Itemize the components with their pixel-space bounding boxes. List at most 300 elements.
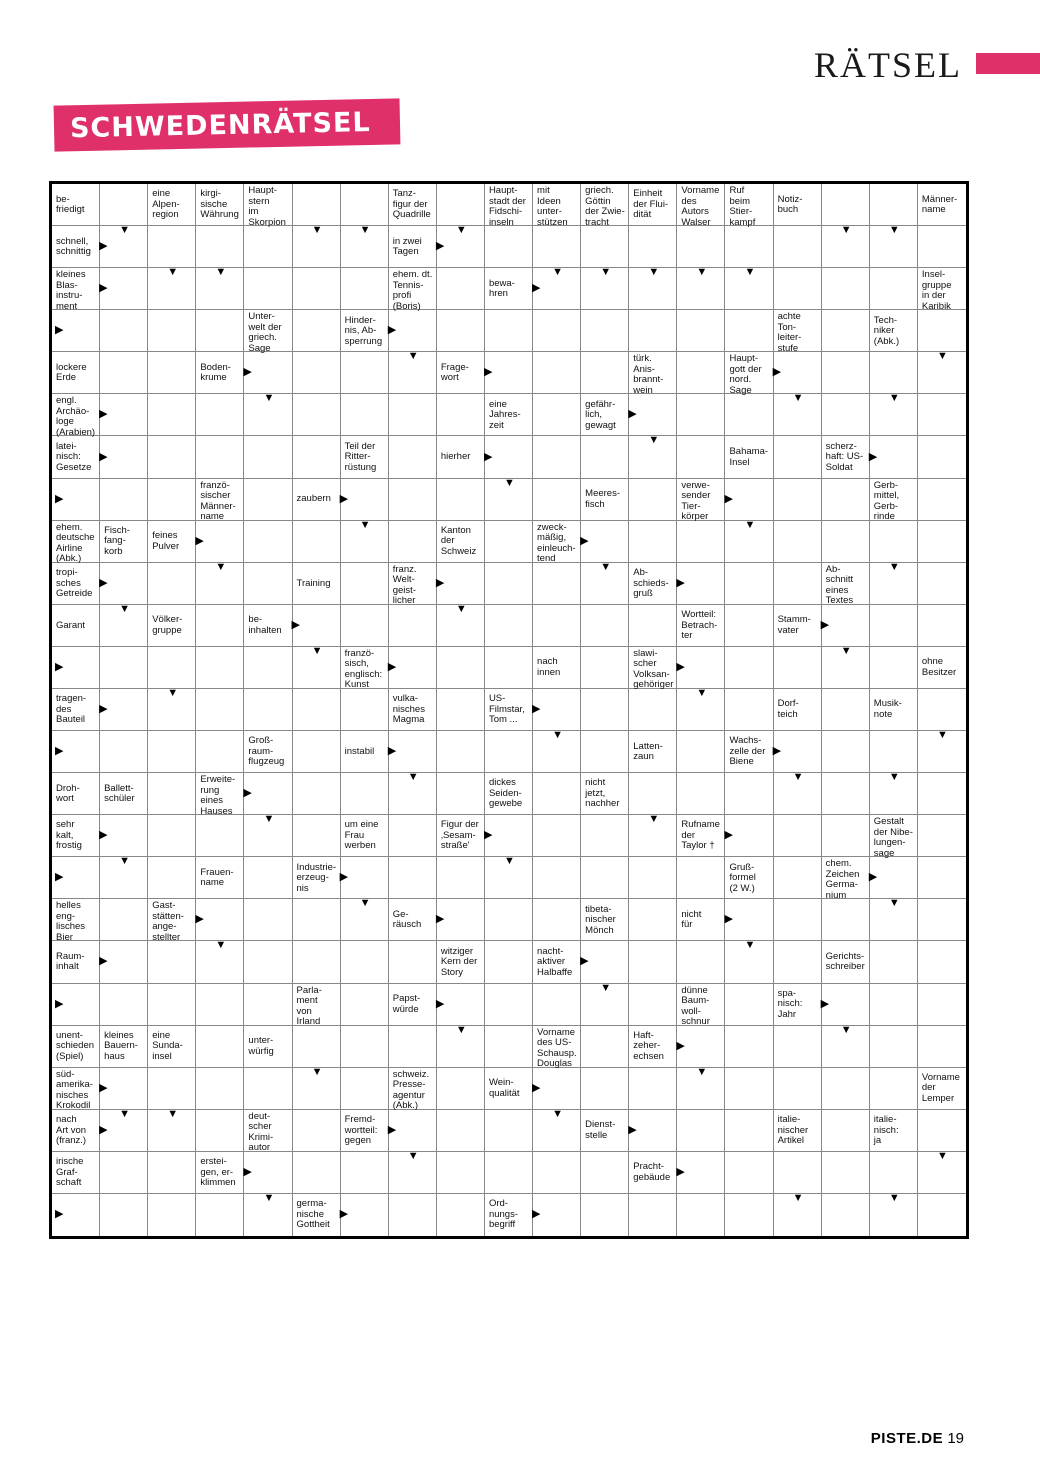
- answer-cell[interactable]: [100, 310, 148, 352]
- answer-cell[interactable]: [293, 268, 341, 310]
- answer-cell[interactable]: [822, 184, 870, 226]
- answer-cell[interactable]: [629, 479, 677, 521]
- arrow-right-icon: ▶: [676, 1165, 685, 1178]
- answer-cell[interactable]: [293, 731, 341, 773]
- answer-cell[interactable]: [148, 815, 196, 857]
- answer-cell[interactable]: [148, 984, 196, 1026]
- answer-cell[interactable]: [485, 984, 533, 1026]
- arrow-down-icon: ▼: [263, 392, 275, 405]
- answer-cell[interactable]: [918, 689, 966, 731]
- answer-cell[interactable]: [725, 1110, 773, 1152]
- answer-cell[interactable]: [822, 1152, 870, 1194]
- answer-cell[interactable]: [148, 1152, 196, 1194]
- arrow-down-icon: ▼: [600, 266, 612, 279]
- answer-cell[interactable]: [437, 394, 485, 436]
- answer-cell[interactable]: [774, 268, 822, 310]
- answer-cell[interactable]: [677, 731, 725, 773]
- answer-cell[interactable]: [918, 563, 966, 605]
- answer-cell[interactable]: [437, 479, 485, 521]
- answer-cell[interactable]: [918, 773, 966, 815]
- answer-cell[interactable]: [196, 1068, 244, 1110]
- answer-cell[interactable]: [918, 1110, 966, 1152]
- answer-cell[interactable]: [485, 226, 533, 268]
- answer-cell[interactable]: [581, 436, 629, 478]
- answer-cell[interactable]: [148, 479, 196, 521]
- answer-cell[interactable]: [437, 647, 485, 689]
- answer-cell[interactable]: [100, 1152, 148, 1194]
- answer-cell[interactable]: [196, 436, 244, 478]
- answer-cell[interactable]: [774, 479, 822, 521]
- answer-cell[interactable]: [244, 268, 292, 310]
- answer-cell[interactable]: [437, 1110, 485, 1152]
- answer-cell[interactable]: [244, 899, 292, 941]
- answer-cell[interactable]: [437, 731, 485, 773]
- answer-cell[interactable]: [148, 941, 196, 983]
- answer-cell[interactable]: [629, 689, 677, 731]
- answer-cell[interactable]: [629, 941, 677, 983]
- answer-cell[interactable]: [774, 563, 822, 605]
- answer-cell[interactable]: [774, 1152, 822, 1194]
- clue-cell: [725, 731, 773, 773]
- answer-cell[interactable]: [918, 899, 966, 941]
- answer-cell[interactable]: [341, 394, 389, 436]
- answer-cell[interactable]: [533, 479, 581, 521]
- answer-cell[interactable]: [725, 1068, 773, 1110]
- answer-cell[interactable]: [293, 352, 341, 394]
- answer-cell[interactable]: [918, 941, 966, 983]
- answer-cell[interactable]: [100, 479, 148, 521]
- answer-cell[interactable]: [485, 310, 533, 352]
- answer-cell[interactable]: [629, 984, 677, 1026]
- answer-cell[interactable]: [293, 941, 341, 983]
- answer-cell[interactable]: [581, 815, 629, 857]
- answer-cell[interactable]: [774, 1026, 822, 1068]
- answer-cell[interactable]: [437, 857, 485, 899]
- clue-text: Stamm- vater: [777, 614, 811, 636]
- answer-cell[interactable]: [293, 815, 341, 857]
- header-accent-bar: [976, 53, 1040, 74]
- answer-cell[interactable]: [581, 226, 629, 268]
- answer-cell[interactable]: [725, 563, 773, 605]
- answer-cell[interactable]: [244, 521, 292, 563]
- answer-cell[interactable]: [533, 226, 581, 268]
- answer-cell[interactable]: [725, 394, 773, 436]
- answer-cell[interactable]: [533, 436, 581, 478]
- answer-cell[interactable]: [581, 1152, 629, 1194]
- answer-cell[interactable]: [581, 1068, 629, 1110]
- answer-cell[interactable]: [100, 1194, 148, 1236]
- answer-cell[interactable]: [918, 479, 966, 521]
- answer-cell[interactable]: [341, 984, 389, 1026]
- answer-cell[interactable]: [341, 1068, 389, 1110]
- answer-cell[interactable]: [196, 689, 244, 731]
- section-label-banner: [54, 98, 401, 151]
- clue-text: US- Filmstar, Tom ...: [488, 693, 525, 726]
- answer-cell[interactable]: [533, 815, 581, 857]
- answer-cell[interactable]: [485, 563, 533, 605]
- answer-cell[interactable]: [774, 647, 822, 689]
- answer-cell[interactable]: [629, 310, 677, 352]
- answer-cell[interactable]: [725, 226, 773, 268]
- answer-cell[interactable]: [389, 394, 437, 436]
- answer-cell[interactable]: [822, 899, 870, 941]
- answer-cell[interactable]: [870, 605, 918, 647]
- answer-cell[interactable]: [244, 984, 292, 1026]
- answer-cell[interactable]: [196, 731, 244, 773]
- answer-cell[interactable]: [485, 941, 533, 983]
- answer-cell[interactable]: [870, 1026, 918, 1068]
- clue-cell: [389, 184, 437, 226]
- arrow-down-icon: ▼: [359, 518, 371, 531]
- clue-text: mit Ideen unter- stützen: [537, 185, 568, 228]
- clue-cell: [581, 394, 629, 436]
- answer-cell[interactable]: [437, 1194, 485, 1236]
- clue-cell: [437, 521, 485, 563]
- answer-cell[interactable]: [341, 605, 389, 647]
- answer-cell[interactable]: [677, 941, 725, 983]
- answer-cell[interactable]: [100, 984, 148, 1026]
- answer-cell[interactable]: [196, 815, 244, 857]
- answer-cell[interactable]: [629, 1194, 677, 1236]
- answer-cell[interactable]: [148, 436, 196, 478]
- arrow-right-icon: ▶: [339, 1207, 349, 1220]
- answer-cell[interactable]: [677, 352, 725, 394]
- answer-cell[interactable]: [822, 394, 870, 436]
- clue-cell: [774, 605, 822, 647]
- answer-cell[interactable]: [196, 310, 244, 352]
- answer-cell[interactable]: [918, 984, 966, 1026]
- answer-cell[interactable]: [293, 394, 341, 436]
- answer-cell[interactable]: [581, 731, 629, 773]
- clue-text: Frauen- name: [200, 866, 234, 889]
- answer-cell[interactable]: [774, 857, 822, 899]
- answer-cell[interactable]: [244, 689, 292, 731]
- answer-cell[interactable]: [870, 1068, 918, 1110]
- answer-cell[interactable]: [389, 605, 437, 647]
- answer-cell[interactable]: [389, 857, 437, 899]
- answer-cell[interactable]: [437, 268, 485, 310]
- clue-cell: [389, 563, 437, 605]
- arrow-right-icon: ▶: [243, 366, 252, 379]
- answer-cell[interactable]: [341, 1152, 389, 1194]
- answer-cell[interactable]: [774, 941, 822, 983]
- answer-cell[interactable]: [822, 689, 870, 731]
- answer-cell[interactable]: [341, 268, 389, 310]
- answer-cell[interactable]: [148, 1068, 196, 1110]
- answer-cell[interactable]: [341, 1026, 389, 1068]
- answer-cell[interactable]: [629, 521, 677, 563]
- answer-cell[interactable]: [870, 984, 918, 1026]
- answer-cell[interactable]: [293, 1110, 341, 1152]
- answer-cell[interactable]: [485, 1152, 533, 1194]
- answer-cell[interactable]: [725, 984, 773, 1026]
- answer-cell[interactable]: [485, 605, 533, 647]
- clue-text: Droh- wort: [56, 782, 80, 805]
- answer-cell[interactable]: [100, 731, 148, 773]
- answer-cell[interactable]: [341, 563, 389, 605]
- answer-cell[interactable]: [725, 1026, 773, 1068]
- answer-cell[interactable]: [437, 1068, 485, 1110]
- clue-cell: [244, 605, 292, 647]
- answer-cell[interactable]: [822, 310, 870, 352]
- answer-cell[interactable]: [293, 436, 341, 478]
- answer-cell[interactable]: [293, 1026, 341, 1068]
- answer-cell[interactable]: [725, 1194, 773, 1236]
- answer-cell[interactable]: [533, 1152, 581, 1194]
- answer-cell[interactable]: [244, 857, 292, 899]
- answer-cell[interactable]: [293, 184, 341, 226]
- answer-cell[interactable]: [822, 815, 870, 857]
- answer-cell[interactable]: [196, 984, 244, 1026]
- clue-cell: [341, 436, 389, 478]
- answer-cell[interactable]: [148, 394, 196, 436]
- answer-cell[interactable]: [533, 605, 581, 647]
- answer-cell[interactable]: [677, 521, 725, 563]
- answer-cell[interactable]: [485, 1110, 533, 1152]
- answer-cell[interactable]: [196, 605, 244, 647]
- clue-cell: [100, 773, 148, 815]
- answer-cell[interactable]: [389, 1194, 437, 1236]
- answer-cell[interactable]: [822, 773, 870, 815]
- answer-cell[interactable]: [244, 436, 292, 478]
- answer-cell[interactable]: [100, 647, 148, 689]
- answer-cell[interactable]: [629, 1068, 677, 1110]
- answer-cell[interactable]: [629, 899, 677, 941]
- answer-cell[interactable]: [485, 647, 533, 689]
- answer-cell[interactable]: [774, 1068, 822, 1110]
- clue-cell: [52, 352, 100, 394]
- answer-cell[interactable]: [437, 1152, 485, 1194]
- answer-cell[interactable]: [725, 647, 773, 689]
- answer-cell[interactable]: [918, 1026, 966, 1068]
- answer-cell[interactable]: [389, 941, 437, 983]
- answer-cell[interactable]: [918, 394, 966, 436]
- answer-cell[interactable]: [389, 479, 437, 521]
- answer-cell[interactable]: [196, 1194, 244, 1236]
- answer-cell[interactable]: [677, 436, 725, 478]
- answer-cell[interactable]: [293, 1152, 341, 1194]
- answer-cell[interactable]: [677, 1110, 725, 1152]
- answer-cell[interactable]: [196, 226, 244, 268]
- answer-cell[interactable]: [244, 941, 292, 983]
- answer-cell[interactable]: [581, 1194, 629, 1236]
- answer-cell[interactable]: [389, 521, 437, 563]
- answer-cell[interactable]: [533, 310, 581, 352]
- answer-cell[interactable]: [244, 479, 292, 521]
- answer-cell[interactable]: [148, 310, 196, 352]
- answer-cell[interactable]: [629, 773, 677, 815]
- clue-cell: [822, 436, 870, 478]
- answer-cell[interactable]: [533, 899, 581, 941]
- answer-cell[interactable]: [870, 1152, 918, 1194]
- answer-cell[interactable]: [774, 899, 822, 941]
- answer-cell[interactable]: [918, 310, 966, 352]
- answer-cell[interactable]: [870, 731, 918, 773]
- answer-cell[interactable]: [389, 1026, 437, 1068]
- answer-cell[interactable]: [196, 394, 244, 436]
- answer-cell[interactable]: [870, 352, 918, 394]
- answer-cell[interactable]: [918, 1194, 966, 1236]
- answer-cell[interactable]: [774, 436, 822, 478]
- clue-cell: [485, 394, 533, 436]
- answer-cell[interactable]: [293, 689, 341, 731]
- clue-cell: [870, 689, 918, 731]
- clue-text: Latten- zaun: [633, 740, 663, 763]
- answer-cell[interactable]: [244, 1068, 292, 1110]
- answer-cell[interactable]: [196, 1026, 244, 1068]
- answer-cell[interactable]: [822, 268, 870, 310]
- arrow-down-icon: ▼: [119, 1107, 131, 1120]
- answer-cell[interactable]: [581, 647, 629, 689]
- clue-cell: [52, 521, 100, 563]
- answer-cell[interactable]: [774, 815, 822, 857]
- clue-cell: [52, 941, 100, 983]
- answer-cell[interactable]: [148, 563, 196, 605]
- answer-cell[interactable]: [822, 731, 870, 773]
- answer-cell[interactable]: [581, 352, 629, 394]
- answer-cell[interactable]: [725, 605, 773, 647]
- answer-cell[interactable]: [677, 310, 725, 352]
- answer-cell[interactable]: [677, 1194, 725, 1236]
- answer-cell[interactable]: [774, 521, 822, 563]
- answer-cell[interactable]: [870, 268, 918, 310]
- answer-cell[interactable]: [293, 773, 341, 815]
- answer-cell[interactable]: [485, 1026, 533, 1068]
- answer-cell[interactable]: [148, 731, 196, 773]
- answer-cell[interactable]: [244, 647, 292, 689]
- answer-cell[interactable]: [822, 1194, 870, 1236]
- answer-cell[interactable]: [870, 184, 918, 226]
- answer-cell[interactable]: [244, 226, 292, 268]
- answer-cell[interactable]: [581, 605, 629, 647]
- answer-cell[interactable]: [918, 857, 966, 899]
- answer-cell[interactable]: [293, 899, 341, 941]
- answer-cell[interactable]: [581, 689, 629, 731]
- clue-cell: [677, 479, 725, 521]
- answer-cell[interactable]: [533, 984, 581, 1026]
- clue-text: ohne Besitzer: [921, 656, 957, 678]
- answer-cell[interactable]: [629, 857, 677, 899]
- answer-cell[interactable]: [100, 352, 148, 394]
- clue-cell: [389, 899, 437, 941]
- answer-cell[interactable]: [100, 184, 148, 226]
- answer-cell[interactable]: [725, 689, 773, 731]
- clue-cell: [52, 815, 100, 857]
- answer-cell[interactable]: [341, 184, 389, 226]
- clue-cell: [52, 689, 100, 731]
- answer-cell[interactable]: [533, 857, 581, 899]
- clue-cell: [485, 689, 533, 731]
- answer-cell[interactable]: [725, 310, 773, 352]
- answer-cell[interactable]: [293, 521, 341, 563]
- clue-cell: [533, 647, 581, 689]
- answer-cell[interactable]: [341, 689, 389, 731]
- clue-text: Unter- welt der griech. Sage: [248, 311, 282, 354]
- answer-cell[interactable]: [774, 226, 822, 268]
- answer-cell[interactable]: [725, 773, 773, 815]
- arrow-down-icon: ▼: [552, 729, 563, 742]
- answer-cell[interactable]: [677, 226, 725, 268]
- answer-cell[interactable]: [485, 521, 533, 563]
- answer-cell[interactable]: [822, 352, 870, 394]
- answer-cell[interactable]: [822, 1110, 870, 1152]
- answer-cell[interactable]: [485, 899, 533, 941]
- answer-cell[interactable]: [533, 394, 581, 436]
- arrow-right-icon: ▶: [387, 324, 397, 337]
- answer-cell[interactable]: [629, 226, 677, 268]
- clue-cell: [52, 268, 100, 310]
- answer-cell[interactable]: [148, 773, 196, 815]
- answer-cell[interactable]: [822, 1068, 870, 1110]
- answer-cell[interactable]: [581, 310, 629, 352]
- clue-text: Völker- gruppe: [152, 614, 183, 636]
- answer-cell[interactable]: [293, 310, 341, 352]
- answer-cell[interactable]: [148, 1194, 196, 1236]
- answer-cell[interactable]: [677, 394, 725, 436]
- answer-cell[interactable]: [822, 479, 870, 521]
- answer-cell[interactable]: [918, 226, 966, 268]
- answer-cell[interactable]: [437, 773, 485, 815]
- arrow-right-icon: ▶: [532, 703, 541, 715]
- answer-cell[interactable]: [629, 605, 677, 647]
- arrow-down-icon: ▼: [888, 771, 900, 784]
- clue-text: in zwei Tagen: [392, 235, 422, 258]
- answer-cell[interactable]: [148, 226, 196, 268]
- answer-cell[interactable]: [389, 436, 437, 478]
- clue-text: Figur der ‚Sesam- straße': [440, 819, 479, 852]
- answer-cell[interactable]: [918, 521, 966, 563]
- answer-cell[interactable]: [870, 647, 918, 689]
- answer-cell[interactable]: [725, 1152, 773, 1194]
- answer-cell[interactable]: [822, 521, 870, 563]
- clue-cell: [341, 731, 389, 773]
- answer-cell[interactable]: [870, 941, 918, 983]
- answer-cell[interactable]: [389, 815, 437, 857]
- arrow-right-icon: ▶: [55, 745, 64, 758]
- answer-cell[interactable]: [677, 773, 725, 815]
- arrow-right-icon: ▶: [532, 282, 541, 295]
- answer-cell[interactable]: [341, 941, 389, 983]
- arrow-down-icon: ▼: [311, 1065, 323, 1078]
- arrow-down-icon: ▼: [167, 1107, 179, 1120]
- answer-cell[interactable]: [918, 436, 966, 478]
- arrow-down-icon: ▼: [263, 813, 275, 826]
- answer-cell[interactable]: [437, 184, 485, 226]
- answer-cell[interactable]: [485, 731, 533, 773]
- answer-cell[interactable]: [918, 815, 966, 857]
- answer-cell[interactable]: [244, 563, 292, 605]
- answer-cell[interactable]: [918, 605, 966, 647]
- answer-cell[interactable]: [581, 857, 629, 899]
- answer-cell[interactable]: [196, 647, 244, 689]
- answer-cell[interactable]: [341, 352, 389, 394]
- clue-text: um eine Frau werben: [344, 819, 379, 852]
- answer-cell[interactable]: [533, 773, 581, 815]
- answer-cell[interactable]: [581, 1026, 629, 1068]
- answer-cell[interactable]: [196, 1110, 244, 1152]
- answer-cell[interactable]: [148, 647, 196, 689]
- answer-cell[interactable]: [341, 773, 389, 815]
- answer-cell[interactable]: [437, 310, 485, 352]
- answer-cell[interactable]: [148, 352, 196, 394]
- answer-cell[interactable]: [148, 857, 196, 899]
- answer-cell[interactable]: [870, 521, 918, 563]
- answer-cell[interactable]: [437, 689, 485, 731]
- answer-cell[interactable]: [533, 563, 581, 605]
- answer-cell[interactable]: [100, 899, 148, 941]
- answer-cell[interactable]: [677, 857, 725, 899]
- answer-cell[interactable]: [533, 352, 581, 394]
